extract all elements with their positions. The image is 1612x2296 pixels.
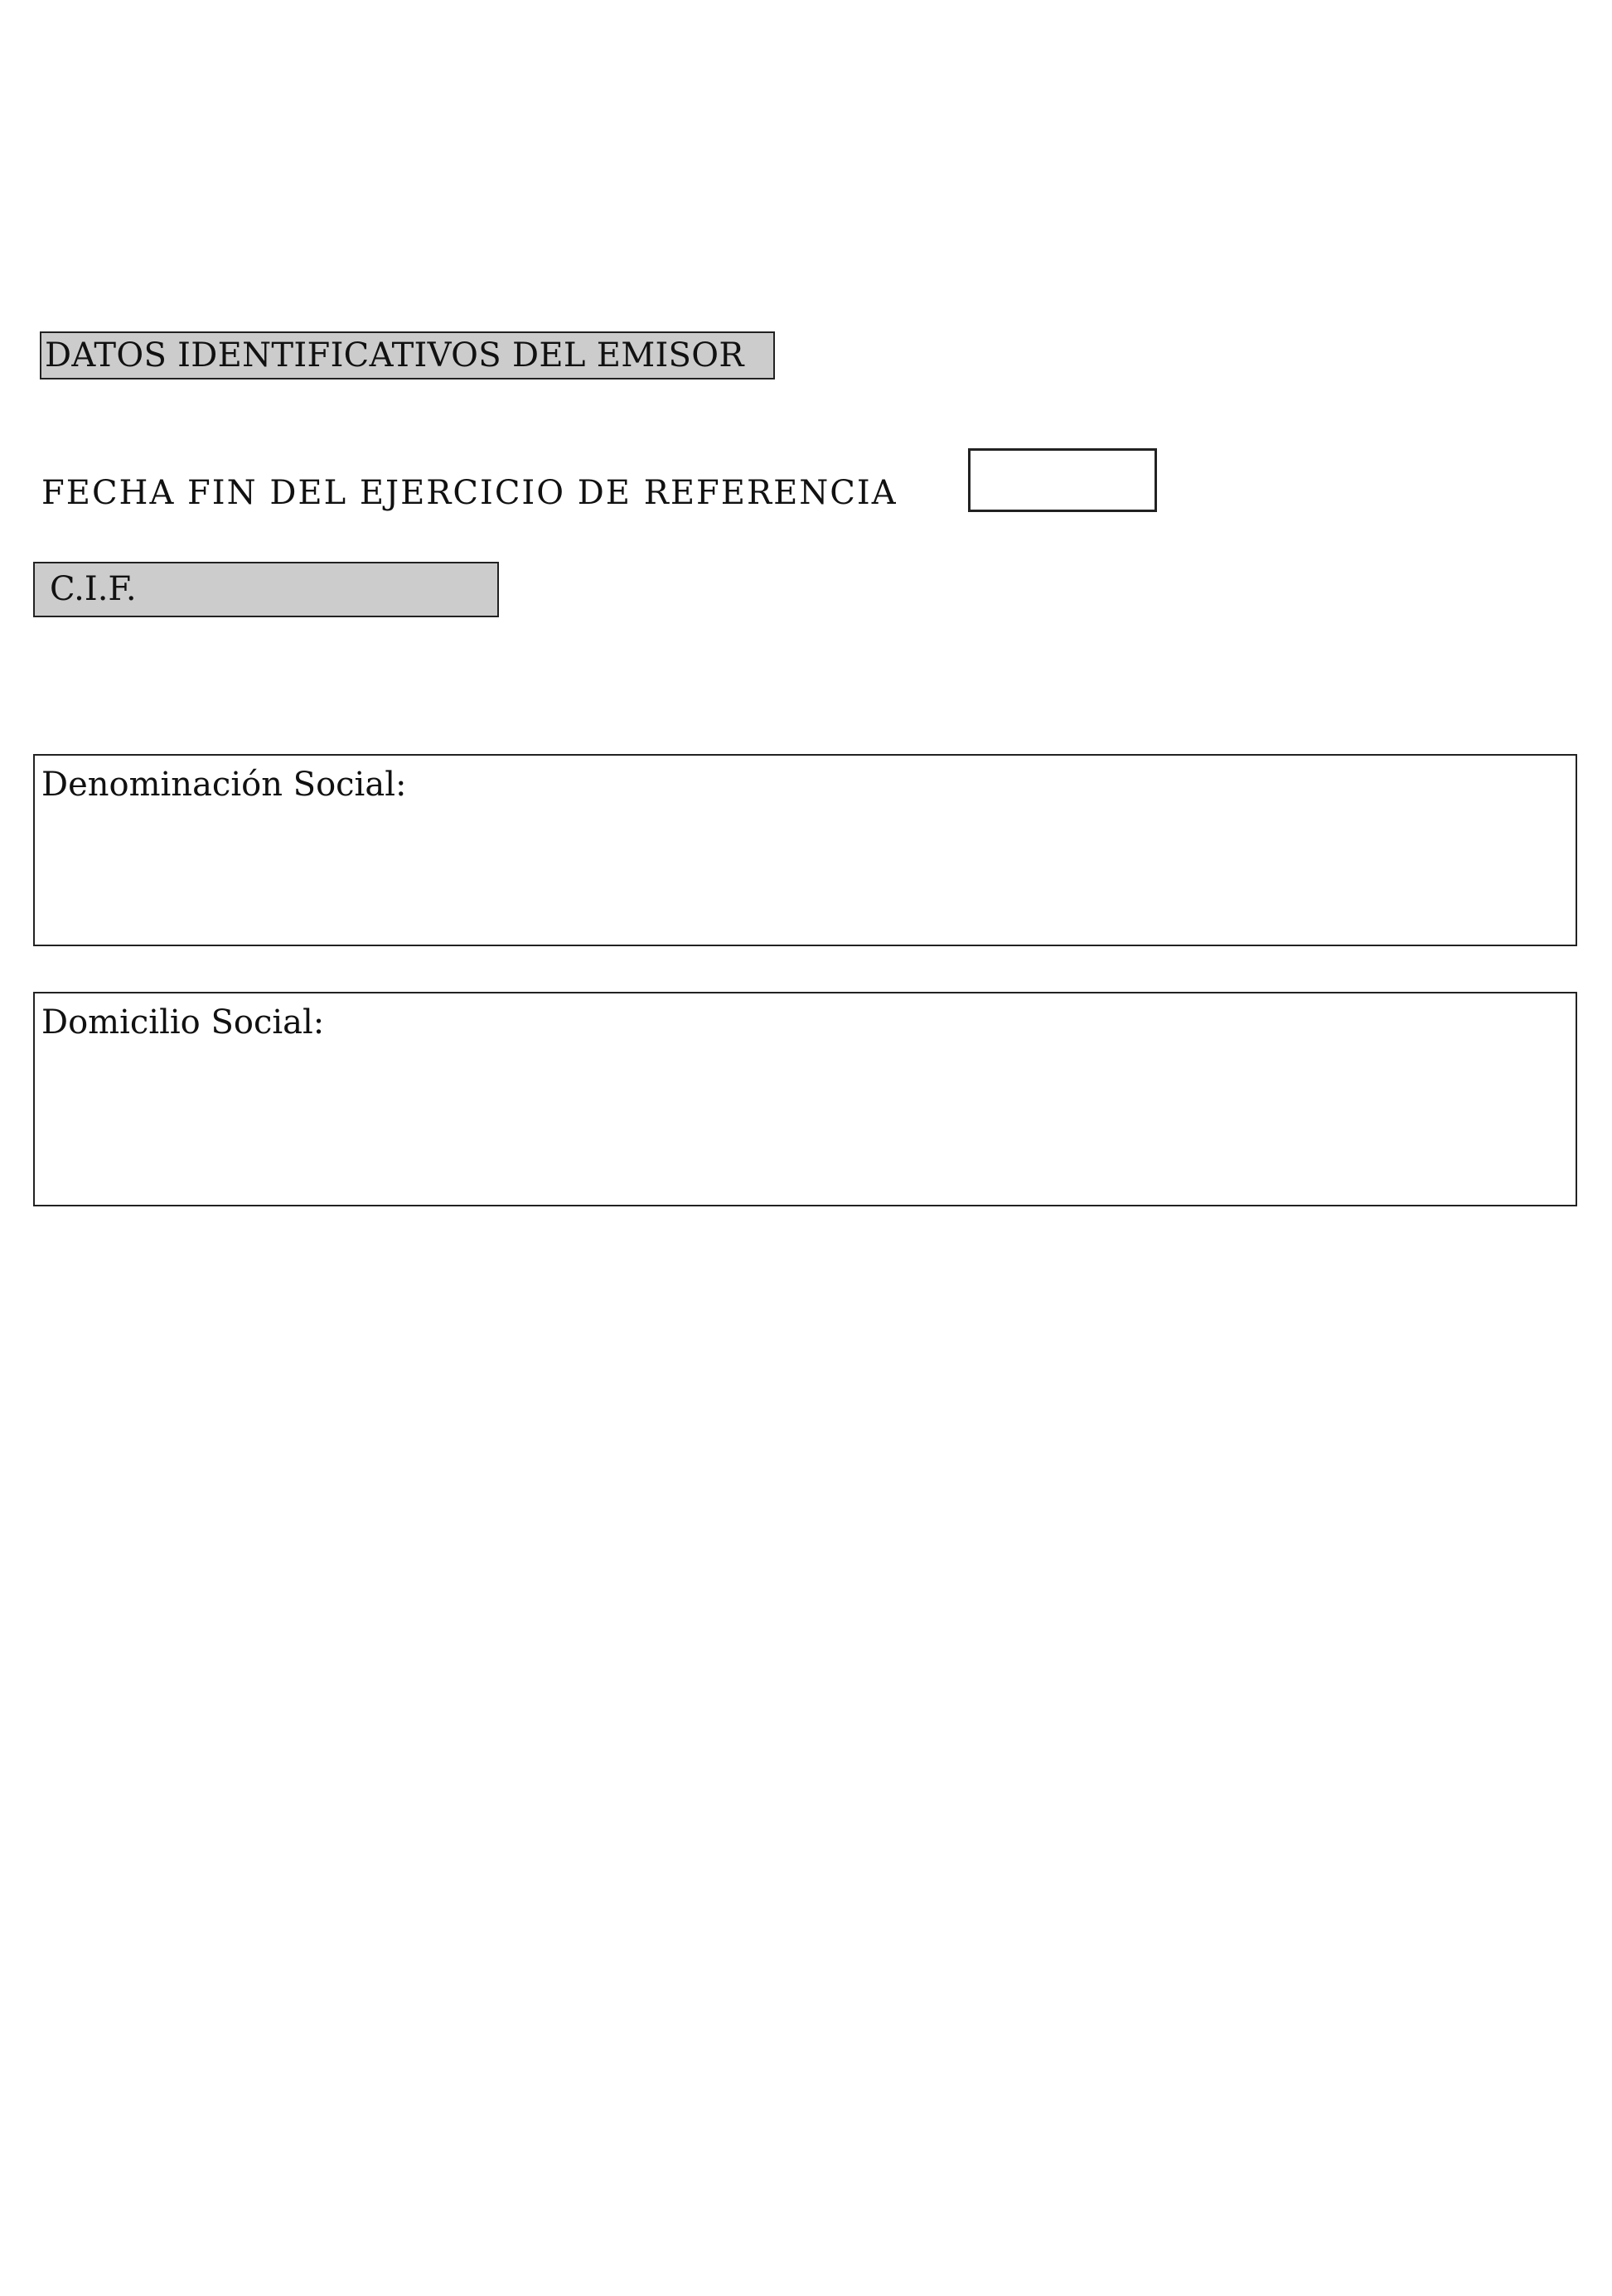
section-header-datos-emisor: DATOS IDENTIFICATIVOS DEL EMISOR bbox=[40, 331, 775, 379]
denominacion-social-label: Denominación Social: bbox=[41, 766, 407, 804]
domicilio-social-label: Domicilio Social: bbox=[41, 1003, 325, 1042]
domicilio-social-field[interactable] bbox=[33, 992, 1577, 1206]
denominacion-social-field[interactable] bbox=[33, 754, 1577, 946]
cif-field[interactable]: C.I.F. bbox=[33, 562, 499, 617]
fecha-fin-ejercicio-label: FECHA FIN DEL EJERCICIO DE REFERENCIA bbox=[41, 474, 898, 512]
fecha-fin-ejercicio-field[interactable] bbox=[968, 448, 1157, 512]
